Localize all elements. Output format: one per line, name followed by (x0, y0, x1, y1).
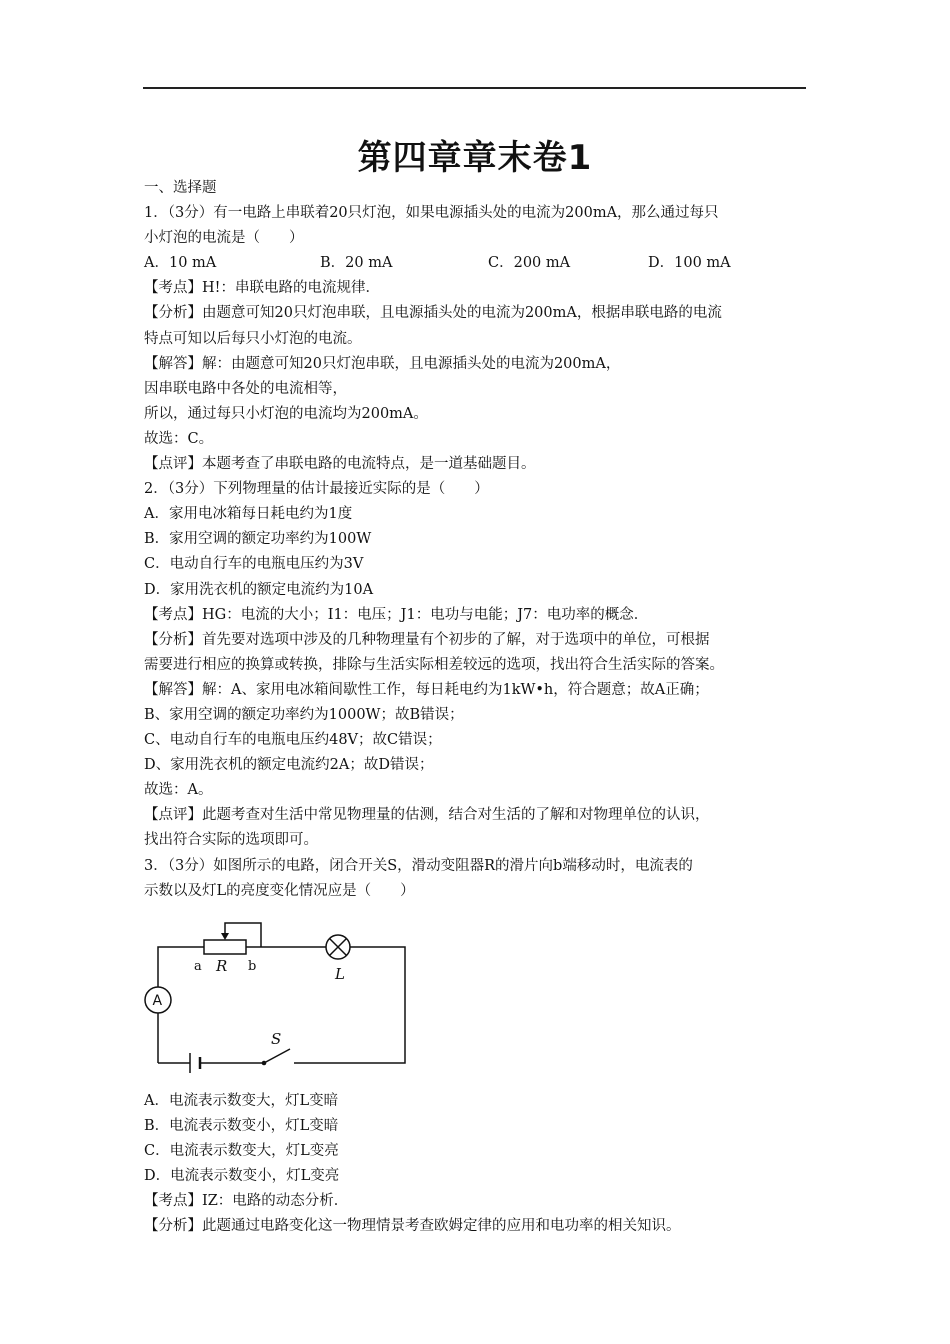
q1-jieda-line-3: 所以，通过每只小灯泡的电流均为200mA。 (144, 405, 428, 422)
q1-jieda-line-1: 【解答】解：由题意可知20只灯泡串联，且电源插头处的电流为200mA， (144, 355, 621, 372)
section-heading: 一、选择题 (144, 180, 217, 196)
wire-right (294, 947, 405, 1063)
q2-option-a: A．家用电冰箱每日耗电约为1度 (144, 506, 353, 523)
q3-stem-line-1: 3．（3分）如图所示的电路，闭合开关S，滑动变阻器R的滑片向b端移动时，电流表的 (144, 857, 693, 874)
q2-jieda-line-2: B、家用空调的额定功率约为1000W；故B错误； (144, 706, 464, 723)
q2-fenxi-line-1: 【分析】首先要对选项中涉及的几种物理量有个初步的了解，对于选项中的单位，可根据 (144, 631, 710, 648)
q2-fenxi-line-2: 需要进行相应的换算或转换，排除与生活实际相差较远的选项，找出符合生活实际的答案。 (144, 656, 724, 673)
q3-option-d: D．电流表示数变小，灯L变亮 (144, 1168, 340, 1184)
label-s: S (271, 1029, 282, 1048)
q2-option-c: C．电动自行车的电瓶电压约为3V (144, 556, 364, 573)
label-l: L (335, 964, 345, 983)
slider-arrow-icon (221, 933, 229, 940)
label-r: R (216, 956, 228, 975)
q3-stem-line-2: 示数以及灯L的亮度变化情况应是（ ） (144, 882, 415, 899)
q1-option-d: D．100 mA (648, 255, 731, 272)
q2-dianping-line-1: 【点评】此题考查对生活中常见物理量的估测，结合对生活的了解和对物理单位的认识， (144, 807, 710, 824)
label-a: a (194, 958, 202, 974)
label-ammeter: A (152, 992, 163, 1009)
q1-kaodian: 【考点】H!：串联电路的电流规律． (144, 280, 380, 297)
q3-kaodian: 【考点】IZ：电路的动态分析． (144, 1193, 349, 1210)
q2-stem: 2．（3分）下列物理量的估计最接近实际的是（ ） (144, 481, 489, 498)
q1-dianping: 【点评】本题考查了串联电路的电流特点，是一道基础题目。 (144, 456, 536, 473)
switch-pivot (262, 1060, 267, 1065)
page-title: 第四章章末卷1 (357, 138, 593, 178)
q3-option-b: B．电流表示数变小，灯L变暗 (144, 1117, 339, 1134)
switch-blade (264, 1049, 290, 1063)
q3-option-c: C．电流表示数变大，灯L变亮 (144, 1142, 339, 1159)
q2-jieda-line-3: C、电动自行车的电瓶电压约48V；故C错误； (144, 732, 442, 749)
q1-jieda-line-2: 因串联电路中各处的电流相等， (144, 380, 347, 397)
q1-option-b: B．20 mA (320, 255, 393, 272)
q1-options (144, 251, 812, 276)
q2-option-b: B．家用空调的额定功率约为100W (144, 531, 372, 548)
q2-jieda-line-1: 【解答】解：A、家用电冰箱间歇性工作，每日耗电约为1kW•h，符合题意；故A正确； (144, 681, 709, 698)
q1-option-a: A．10 mA (144, 255, 217, 272)
q3-fenxi: 【分析】此题通过电路变化这一物理情景考查欧姆定律的应用和电功率的相关知识。 (144, 1218, 681, 1235)
q2-kaodian: 【考点】HG：电流的大小；I1：电压；J1：电功与电能；J7：电功率的概念． (144, 606, 649, 623)
header-rule (143, 87, 806, 89)
circuit-diagram (144, 904, 812, 1089)
q1-fenxi-line-2: 特点可知以后每只小灯泡的电流。 (144, 330, 362, 347)
q1-stem-line-1: 1．（3分）有一电路上串联着20只灯泡，如果电源插头处的电流为200mA，那么通过每只 (144, 205, 719, 222)
q1-stem-line-2: 小灯泡的电流是（ ） (144, 230, 304, 247)
circuit-svg (144, 906, 414, 1086)
document-body (144, 176, 812, 1239)
q2-jieda-line-4: D、家用洗衣机的额定电流约2A；故D错误； (144, 757, 434, 774)
rheostat-body (204, 940, 246, 954)
slider-wire (225, 923, 261, 947)
q1-answer: 故选：C。 (144, 430, 214, 447)
q2-option-d: D．家用洗衣机的额定电流约为10A (144, 581, 374, 598)
q1-fenxi-line-1: 【分析】由题意可知20只灯泡串联，且电源插头处的电流为200mA，根据串联电路的电流 (144, 305, 722, 322)
q3-option-a: A．电流表示数变大，灯L变暗 (144, 1092, 339, 1109)
q1-option-c: C．200 mA (488, 255, 571, 272)
q2-answer: 故选：A。 (144, 782, 213, 799)
label-b: b (248, 958, 257, 974)
q2-dianping-line-2: 找出符合实际的选项即可。 (144, 832, 318, 849)
